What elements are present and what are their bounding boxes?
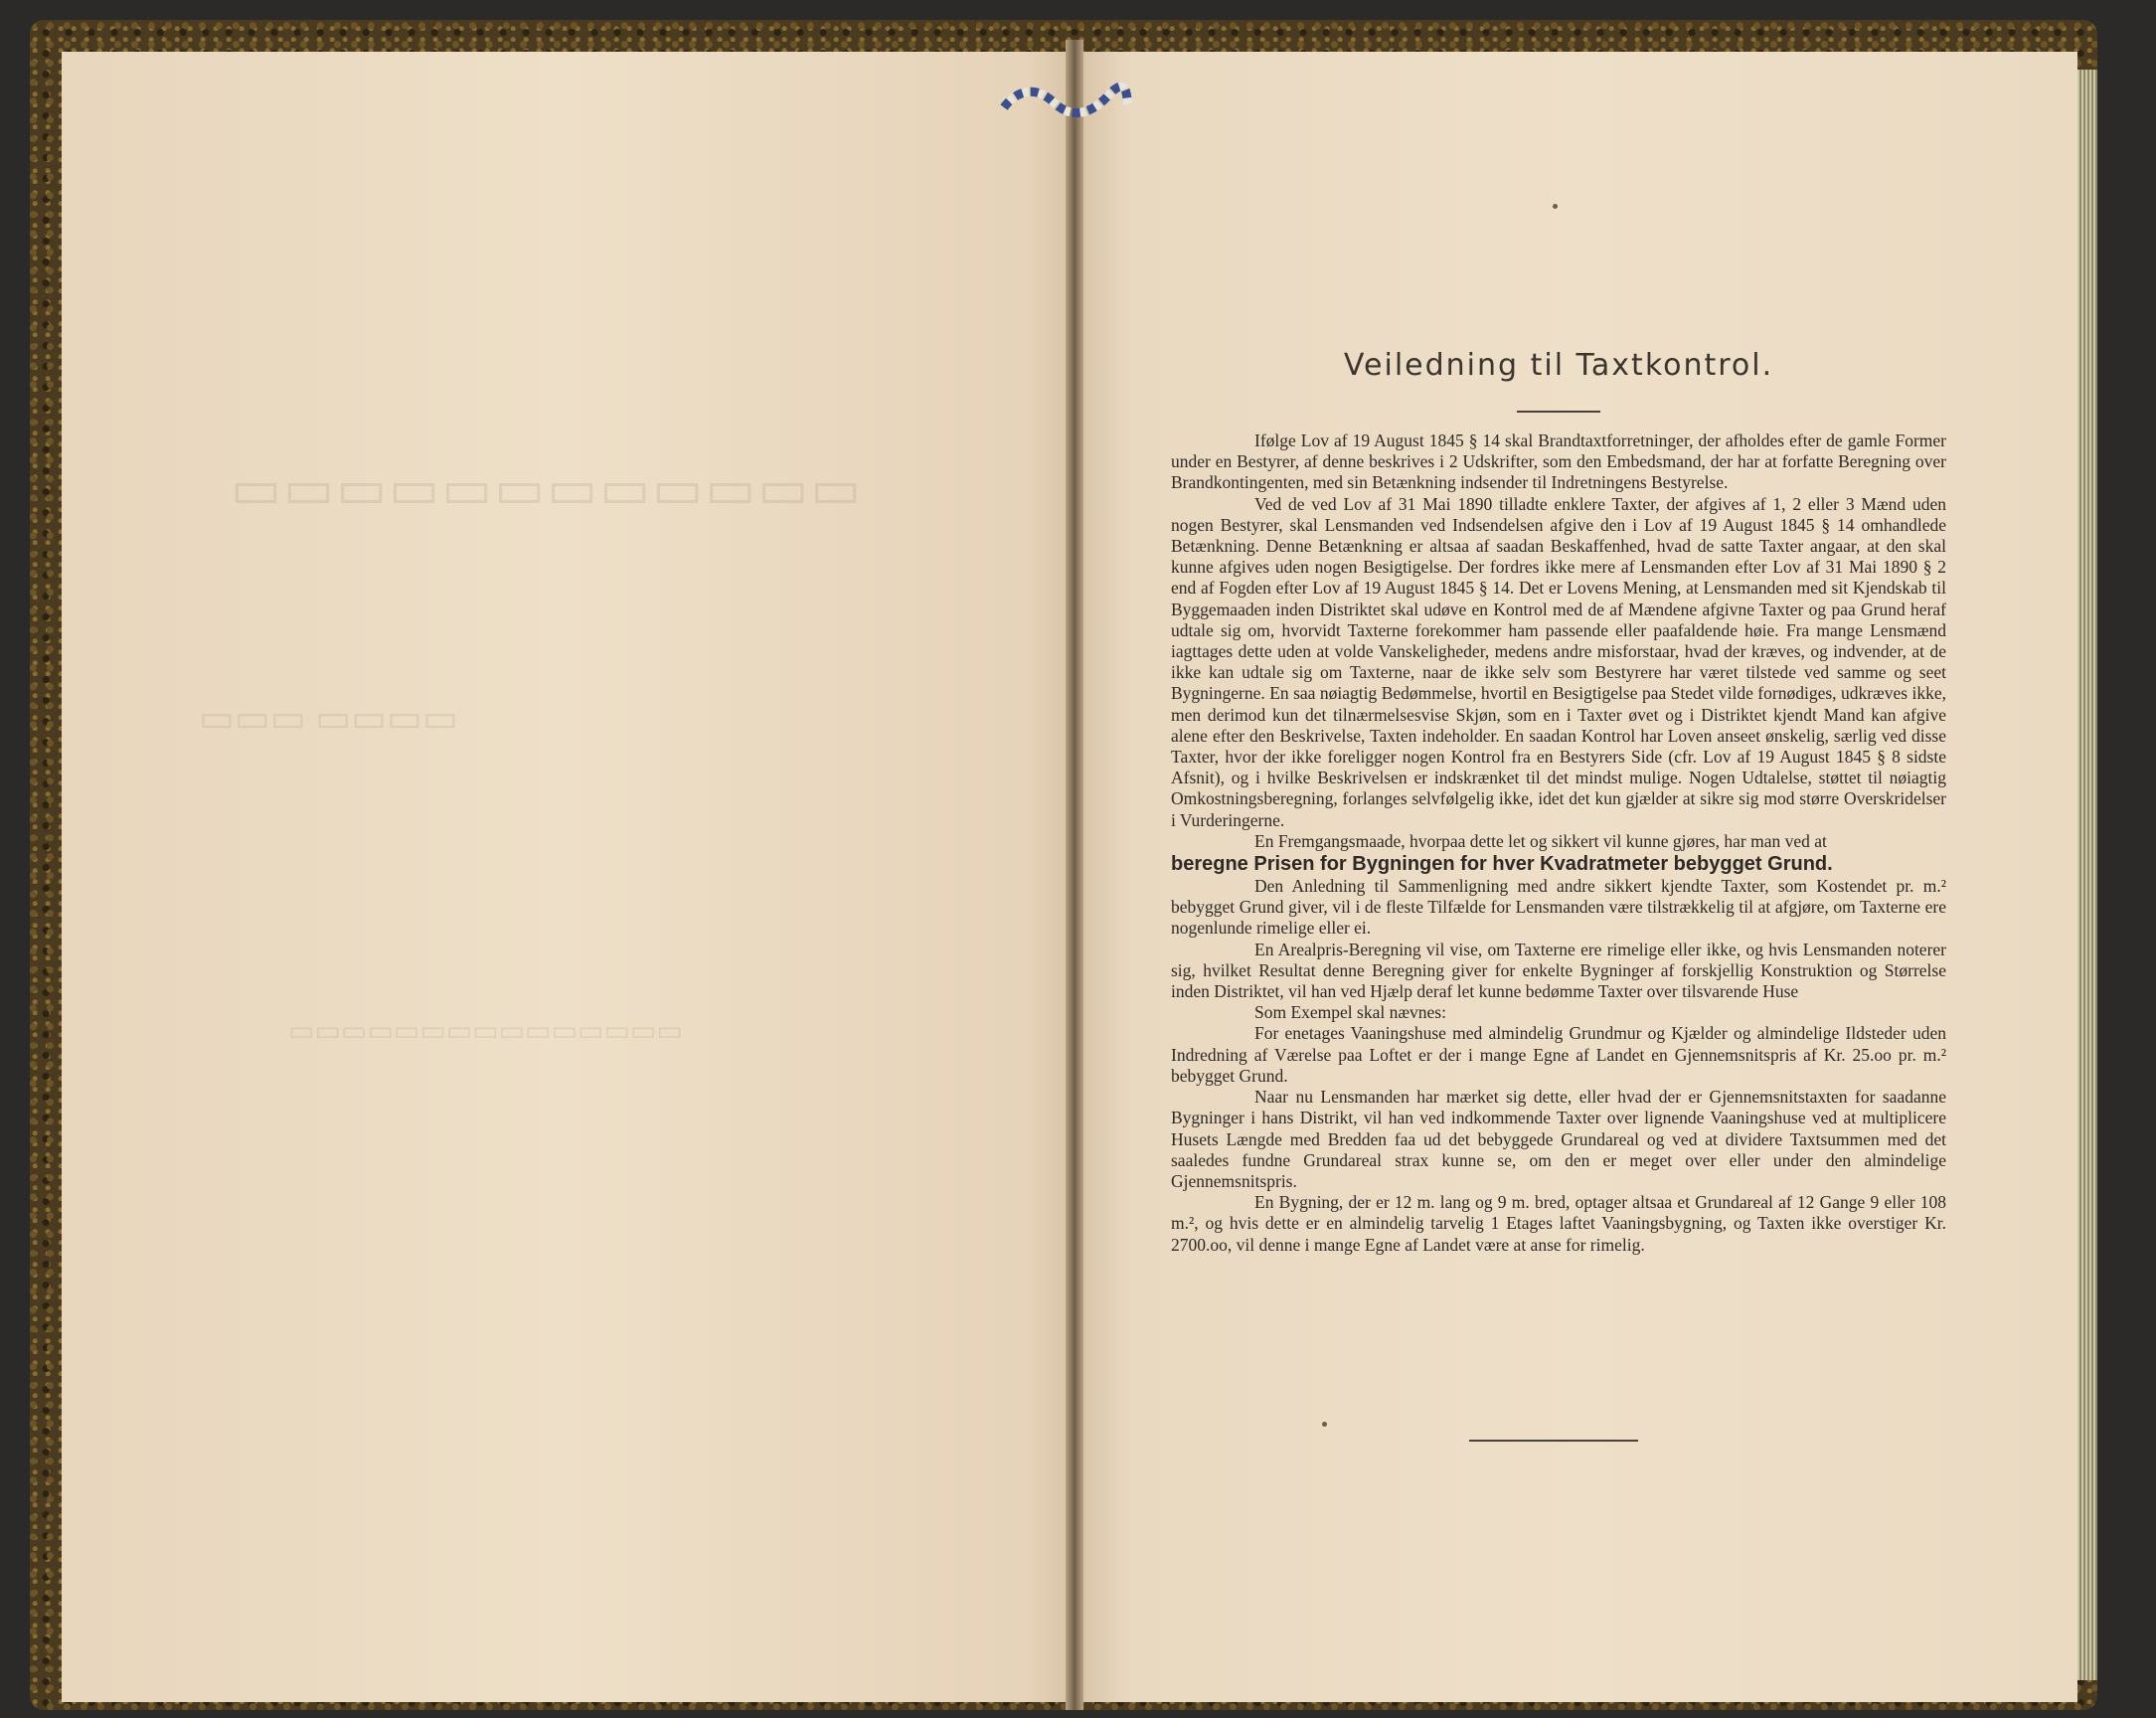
binding-thread-icon	[999, 78, 1133, 125]
paragraph: Ved de ved Lov af 31 Mai 1890 tilladte enklere Taxter, der afgives af 1, 2 eller 3 Mænd uden nogen Bestyrer, skal Lensmanden ved Indsendelsen afgive den i Lov af 19 August 1845 § 14 omhandlede Betænkning. Denne Betænkning er altsaa af saadan Beskaffenhed, hvad de satte Taxter angaar, at den skal kunne afgives uden nogen Besigtigelse. Der fordres ikke mere af Lensmanden efter Lov af 31 Mai 1890 § 2 end af Fogden efter Lov af 19 August 1845 § 14. Det er Lovens Mening, at Lensmanden med sit Kjendskab til Byggemaaden inden Distriktet skal udøve en Kontrol med de af Mændene afgivne Taxter og paa Grund heraf udtale sig om, hvorvidt Taxterne forekommer ham passende eller paafaldende høie. Fra mange Lensmænd iagttages dette uden at volde Vanskeligheder, medens andre misforstaar, hvad der kræves, og indvender, at de ikke kan udtale sig om Taxterne, naar de ikke selv som Bestyrere har været tilstede ved samme og seet Bygningerne. En saa nøiagtig Bedømmelse, hvortil en Besigtigelse paa Stedet vilde fornødiges, udkræves ikke, men derimod kun det tilnærmelsesvise Skjøn, som en i Taxter øvet og i Distriktet kjendt Mand kan afgive alene efter den Beskrivelse, Taxten indeholder. En saadan Kontrol har Loven anseet ønskelig, særlig ved disse Taxter, hvor der ikke foreligger nogen Kontrol fra en Bestyrers Side (cfr. Lov af 19 August 1845 § 8 sidste Afsnit), og i hvilke Beskrivelsen er indskrænket til det mindst mulige. Nogen Udtalelse, støttet til nøiagtig Omkostningsberegning, forlanges selvfølgelig ikke, idet det kun gjælder at sikre sig mod større Overskridelser i Vurderingerne.	[1171, 493, 1946, 830]
title-rule	[1517, 411, 1600, 413]
bleed-through-text: ▭▭▭▭ ▭▭▭	[199, 698, 458, 740]
ink-dot	[1553, 204, 1558, 209]
body-text	[1171, 430, 1946, 1256]
bleed-through-footer: ▭▭▭▭▭▭▭▭▭▭▭▭▭▭▭	[288, 1016, 683, 1047]
bleed-through-title: ▭▭▭▭▭▭▭▭▭▭▭▭	[229, 459, 862, 519]
page-edges	[2077, 70, 2097, 1680]
guide-text-block	[1171, 348, 1946, 1256]
paragraph: Som Exempel skal nævnes:	[1254, 1002, 1446, 1023]
paragraph: En Fremgangsmaade, hvorpaa dette let og sikkert vil kunne gjøres, har man ved at	[1254, 830, 1827, 851]
left-page	[62, 52, 1068, 1702]
paragraph: En Arealpris-Beregning vil vise, om Taxterne ere rimelige eller ikke, og hvis Lensmanden noterer sig, hvilket Resultat denne Beregning giver for enkelte Bygninger af forskjellig Konstruktion og Størrelse inden Distriktet, vil han ved Hjælp deraf let kunne bedømme Taxter over tilsvarende Huse	[1171, 939, 1946, 1002]
emphasized-line: beregne Prisen for Bygningen for hver Kvadratmeter bebygget Grund.	[1171, 853, 1833, 876]
paragraph: En Bygning, der er 12 m. lang og 9 m. bred, optager altsaa et Grundareal af 12 Gange 9 eller 108 m.², og hvis dette er en almindelig tarvelig 1 Etages laftet Vaaningsbygning, og Taxten ikke overstiger Kr. 2700.oo, vil denne i mange Egne af Landet være at anse for rimelig.	[1171, 1192, 1946, 1255]
ink-dot	[1322, 1422, 1327, 1427]
book-gutter	[1066, 40, 1083, 1710]
closing-rule	[1469, 1440, 1638, 1442]
paragraph: Den Anledning til Sammenligning med andre sikkert kjendte Taxter, som Kostendet pr. m.² bebygget Grund giver, vil i de fleste Tilfælde for Lensmanden være tilstrækkelig til at afgjøre, om Taxterne ere nogenlunde rimelige eller ei.	[1171, 876, 1946, 939]
page-title: Veiledning til Taxtkontrol.	[1343, 348, 1774, 383]
paragraph: Naar nu Lensmanden har mærket sig dette, eller hvad der er Gjennemsnitstaxten for saadanne Bygninger i hans Distrikt, vil han ved indkommende Taxter over lignende Vaaningshuse ved at multiplicere Husets Længde med Bredden faa ud det bebyggede Grundareal og ved at dividere Taxtsummen med det saaledes fundne Grundareal strax kunne se, om den er meget over eller under den almindelige Gjennemsnitspris.	[1171, 1087, 1946, 1191]
paragraph: Ifølge Lov af 19 August 1845 § 14 skal Brandtaxtforretninger, der afholdes efter de gamle Former under en Bestyrer, af denne beskrives i 2 Udskrifter, som den Embedsmand, der har at forfatte Beregning over Brandkontingenten, med sin Betænkning indsender til Indretningens Bestyrelse.	[1171, 430, 1946, 493]
paragraph: For enetages Vaaningshuse med almindelig Grundmur og Kjælder og almindelige Ildsteder uden Indredning af Værelse paa Loftet er der i mange Egne af Landet en Gjennemsnitspris af Kr. 25.oo pr. m.² bebygget Grund.	[1171, 1023, 1946, 1086]
